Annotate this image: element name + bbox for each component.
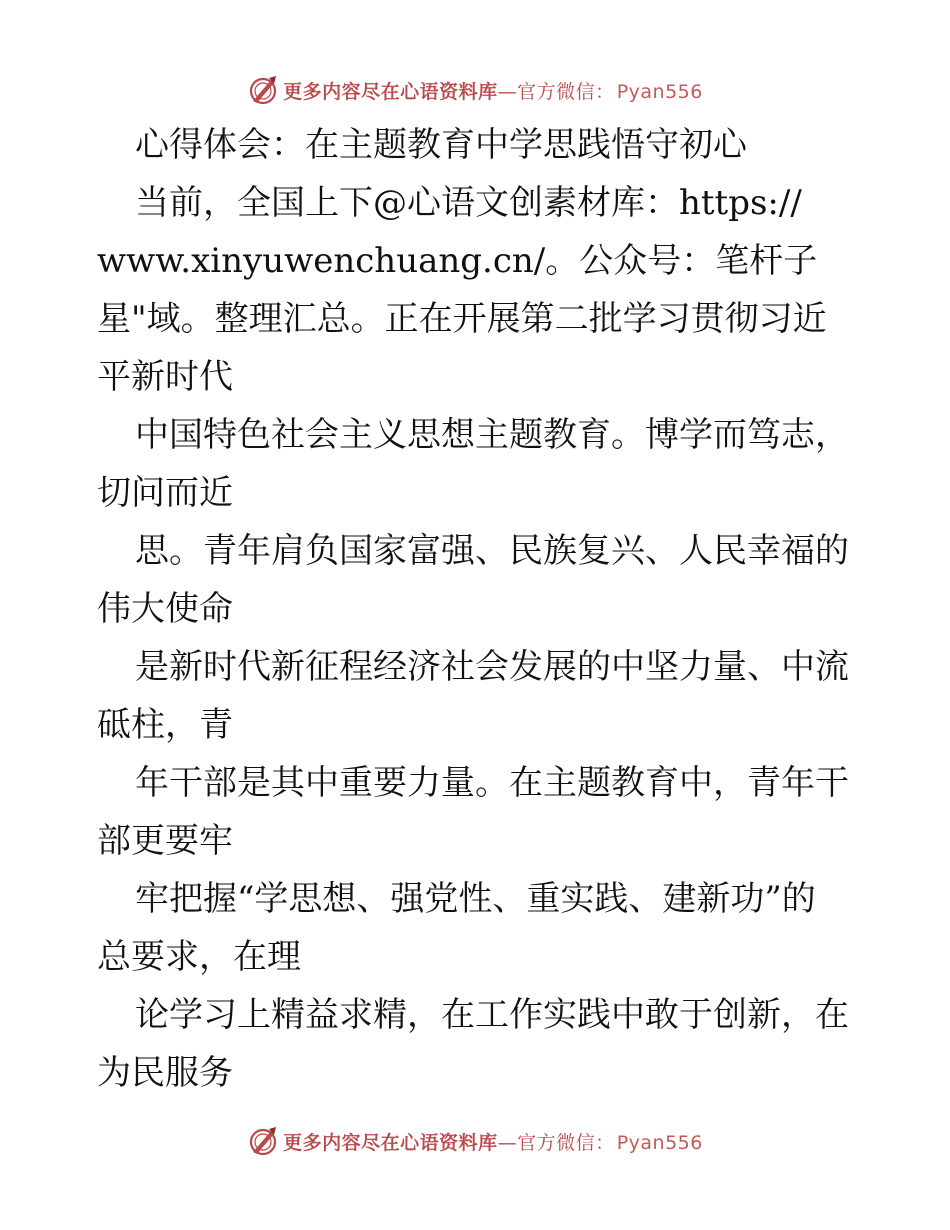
- paragraph-line: www.xinyuwenchuang.cn/。公众号：笔杆子: [97, 241, 818, 281]
- banner-handle: Pyan556: [616, 1131, 703, 1154]
- paragraph-line: 中国特色社会主义思想主题教育。博学而笃志，: [135, 415, 849, 455]
- banner-text: [283, 77, 703, 104]
- paragraph-line: 总要求，在理: [97, 937, 301, 977]
- quill-pen-seal-icon: [247, 74, 279, 106]
- footer-banner: [0, 1121, 950, 1161]
- paragraph-line: 部更要牢: [97, 821, 233, 861]
- paragraph-line: 切问而近: [97, 473, 233, 513]
- paragraph-line: 是新时代新征程经济社会发展的中坚力量、中流: [135, 647, 849, 687]
- paragraph-line: 思。青年肩负国家富强、民族复兴、人民幸福的: [135, 531, 849, 571]
- banner-dash: —: [497, 1131, 518, 1154]
- banner-dash: —: [497, 80, 518, 103]
- paragraph-line: 砥柱，青: [97, 705, 233, 745]
- banner-text: [283, 1128, 703, 1155]
- paragraph-line: 论学习上精益求精，在工作实践中敢于创新，在: [135, 995, 849, 1035]
- banner-handle: Pyan556: [616, 80, 703, 103]
- paragraph-line: 星"域。整理汇总。正在开展第二批学习贯彻习近: [97, 299, 827, 339]
- paragraph-line: 年干部是其中重要力量。在主题教育中，青年干: [135, 763, 849, 803]
- paragraph-line: 当前，全国上下@心语文创素材库：https://: [135, 183, 802, 223]
- quill-pen-seal-icon: [247, 1125, 279, 1157]
- document-body: [97, 116, 857, 1102]
- paragraph-line: 牢把握“学思想、强党性、重实践、建新功”的: [135, 879, 816, 919]
- header-banner: [0, 70, 950, 110]
- banner-main-text: 更多内容尽在心语资料库: [283, 80, 498, 103]
- banner-official-text: 官方微信：: [517, 80, 615, 103]
- document-title: 心得体会：在主题教育中学思践悟守初心: [135, 125, 747, 165]
- paragraph-line: 伟大使命: [97, 589, 233, 629]
- banner-official-text: 官方微信：: [517, 1131, 615, 1154]
- paragraph-line: 平新时代: [97, 357, 233, 397]
- paragraph-line: 为民服务: [97, 1053, 233, 1093]
- banner-main-text: 更多内容尽在心语资料库: [283, 1131, 498, 1154]
